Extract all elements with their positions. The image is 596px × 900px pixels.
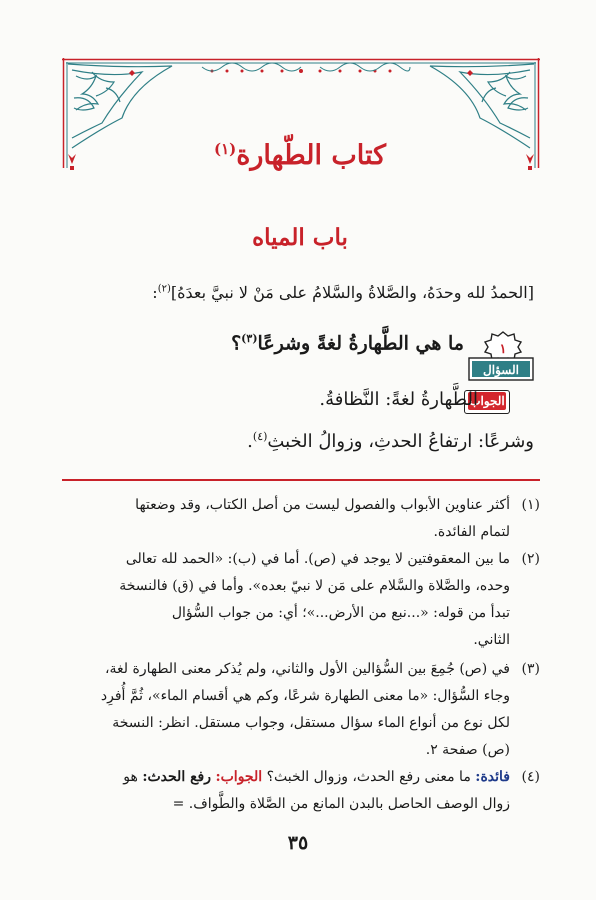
footnote-line: وحده، والصَّلاة والسَّلام على مَن لا نبيّ بعده». وأما في (ق) فالنسخة bbox=[119, 578, 510, 594]
footnote-line: تبدأ من قوله: «...نبع من الأرض...»؛ أي: من جواب السُّؤال bbox=[171, 605, 510, 621]
question-line bbox=[231, 332, 464, 354]
footnote-line: أكثر عناوين الأبواب والفصول ليست من أصل الكتاب، وقد وضعتها bbox=[135, 497, 510, 513]
footnote-3 bbox=[70, 656, 540, 764]
chapter-footnote-ref: (١) bbox=[213, 140, 237, 158]
benefit-question: ما معنى رفع الحدث، وزوال الخبث؟ bbox=[266, 769, 471, 785]
section-title: باب المياه bbox=[252, 224, 348, 251]
shar-definition-text: وشرعًا: ارتفاعُ الحدثِ، وزوالُ الخبثِ bbox=[267, 431, 534, 452]
shar-definition-end: . bbox=[247, 431, 253, 452]
benefit-term: رفع الحدث: bbox=[142, 769, 211, 785]
chapter-title bbox=[130, 140, 470, 171]
benefit-answer-line: زوال الوصف الحاصل بالبدن المانع من الصَّلاة والطَّواف. bbox=[188, 796, 510, 812]
page-number: ٣٥ bbox=[287, 832, 309, 854]
intro-end: : bbox=[152, 283, 158, 302]
footnote-number: (١) bbox=[521, 497, 540, 513]
footnote-line: لتمام الفائدة. bbox=[433, 524, 510, 540]
footnote-line: الثاني. bbox=[473, 632, 510, 648]
question-footnote-ref: (٣) bbox=[241, 332, 258, 345]
intro-text: [الحمدُ لله وحدَهُ، والصَّلاةُ والسَّلامُ على مَنْ لا نبيَّ بعدَهُ] bbox=[170, 283, 534, 302]
question-end: ؟ bbox=[231, 332, 242, 355]
benefit-label: فائدة: bbox=[475, 769, 510, 785]
footnote-number: (٢) bbox=[521, 551, 540, 567]
answer-text: الطَّهارةُ لغةً: النَّظافةُ. bbox=[319, 389, 478, 410]
footnote-divider bbox=[62, 479, 540, 481]
footnote-line: ما بين المعقوفتين لا يوجد في (ص). أما في (ب): «الحمد لله تعالى bbox=[125, 551, 510, 567]
answer-badge-label: الجواب bbox=[469, 394, 505, 408]
shar-definition-line bbox=[247, 430, 534, 452]
footnote-line: لكل نوع من أنواع الماء سؤال مستقل، وجواب مستقل. انظر: النسخة bbox=[112, 715, 510, 731]
intro-footnote-ref: (٢) bbox=[157, 283, 171, 295]
footnote-line bbox=[70, 791, 510, 818]
footnote-4 bbox=[70, 764, 540, 818]
shar-footnote-ref: (٤) bbox=[252, 430, 268, 443]
chapter-title-text: كتاب الطّهارة bbox=[236, 140, 387, 171]
footnote-line: في (ص) جُمِعَ بين السُّؤالين الأول والثاني، ولم يُذكر معنى الطهارة لغة، bbox=[105, 661, 510, 677]
question-badge-icon bbox=[463, 328, 539, 384]
benefit-answer-start: هو bbox=[123, 769, 138, 785]
footnote-number: (٤) bbox=[521, 769, 540, 785]
footnote-line: (ص) صفحة ٢. bbox=[425, 742, 510, 758]
intro-line bbox=[152, 283, 534, 302]
footnote-2 bbox=[70, 546, 540, 654]
footnote-line bbox=[70, 764, 510, 791]
benefit-answer-label: الجواب: bbox=[215, 769, 263, 785]
question-badge-label: السؤال bbox=[483, 363, 519, 377]
question-badge-number: ١ bbox=[499, 342, 507, 357]
footnote-1 bbox=[70, 492, 540, 546]
footnote-number: (٣) bbox=[521, 661, 540, 677]
question-text: ما هي الطَّهارةُ لغةً وشرعًا bbox=[257, 332, 464, 355]
footnote-line: وجاء السُّؤال: «ما معنى الطهارة شرعًا، وكم هي أقسام الماء»، ثُمَّ أُفرِد bbox=[100, 688, 510, 704]
continuation-mark: = bbox=[172, 796, 185, 812]
